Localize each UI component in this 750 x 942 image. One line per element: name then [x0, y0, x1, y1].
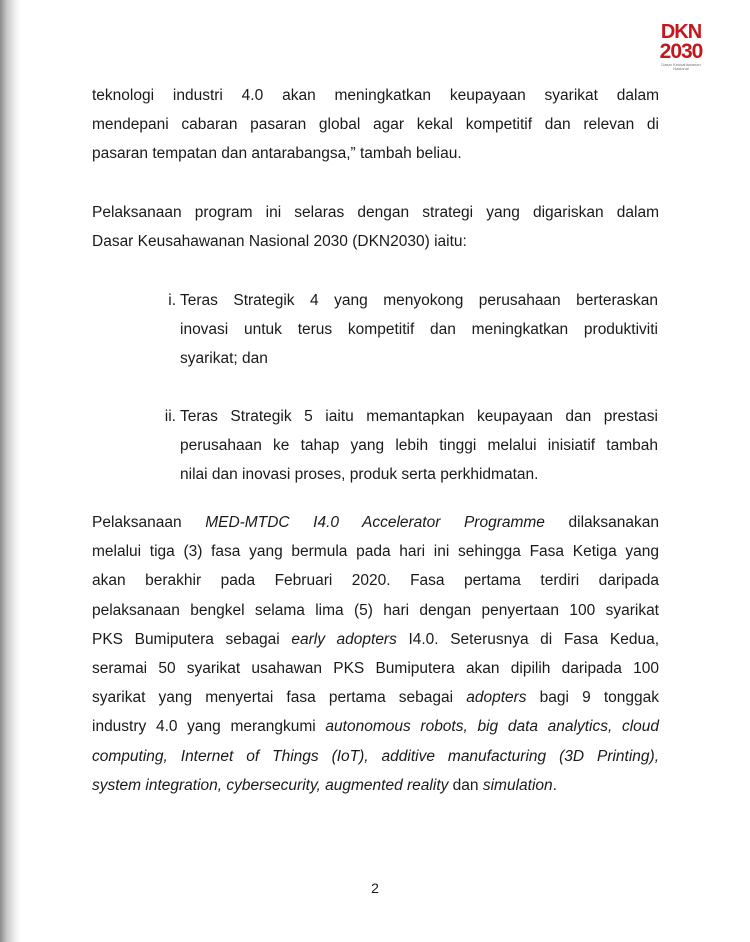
list-marker: i.: [168, 292, 176, 309]
text-run: I4.0. Seterusnya di Fasa Kedua,: [396, 630, 660, 648]
text-run: .: [552, 776, 557, 794]
italic-term: autonomous robots, big data analytics, cloud: [325, 718, 660, 736]
paragraph-line: [92, 771, 659, 800]
paragraph-line: [92, 625, 659, 654]
paragraph-line: teknologi industri 4.0 akan meningkatkan keupayaan syarikat dalam: [92, 87, 659, 104]
page-number: 2: [371, 880, 379, 896]
logo-text-dkn: DKN: [660, 21, 702, 43]
paragraph-line: pelaksanaan bengkel selama lima (5) hari dengan penyertaan 100 syarikat: [92, 601, 659, 619]
list-line: nilai dan inovasi proses, produk serta perkhidmatan.: [180, 466, 539, 484]
list-line: inovasi untuk terus kompetitif dan meningkatkan produktiviti: [180, 321, 658, 339]
list-item-body: [180, 286, 658, 374]
list-item-body: [180, 402, 658, 490]
list-line: Teras Strategik 4 yang menyokong perusahaan berteraskan: [180, 292, 658, 309]
text-run: bagi 9 tonggak: [526, 689, 659, 707]
text-run: industry 4.0 yang merangkumi: [92, 718, 326, 736]
page-edge-shadow: [0, 0, 20, 942]
paragraph-1: [92, 81, 659, 169]
list-line: perusahaan ke tahap yang lebih tinggi melalui inisiatif tambah: [180, 437, 658, 455]
paragraph-line: Pelaksanaan program ini selaras dengan strategi yang digariskan dalam: [92, 204, 659, 221]
italic-term: early adopters: [291, 630, 397, 648]
list-line: syarikat; dan: [180, 350, 268, 368]
dkn2030-logo: [655, 22, 707, 78]
list-marker: ii.: [164, 408, 176, 425]
list-line: Teras Strategik 5 iaitu memantapkan keupayaan dan prestasi: [180, 408, 658, 425]
paragraph-line: seramai 50 syarikat usahawan PKS Bumiputera akan dipilih daripada 100: [92, 660, 659, 678]
paragraph-2: [92, 198, 659, 256]
paragraph-line: Dasar Keusahawanan Nasional 2030 (DKN2030) iaitu:: [92, 233, 467, 251]
text-run: Pelaksanaan: [92, 514, 206, 531]
logo-tagline: Dasar Keusahawanan Nasional: [661, 62, 701, 71]
text-run: PKS Bumiputera sebagai: [92, 630, 292, 648]
text-run: dan: [448, 776, 483, 794]
paragraph-3: [92, 508, 659, 800]
paragraph-line: pasaran tempatan dan antarabangsa,” tambah beliau.: [92, 145, 462, 163]
italic-term: system integration, cybersecurity, augmented reality: [92, 776, 449, 794]
paragraph-line: [92, 508, 659, 537]
paragraph-line: [92, 712, 659, 741]
programme-name: MED-MTDC I4.0 Accelerator Programme: [205, 514, 545, 531]
paragraph-line: melalui tiga (3) fasa yang bermula pada hari ini sehingga Fasa Ketiga yang: [92, 543, 659, 561]
italic-term: adopters: [466, 689, 527, 707]
text-run: syarikat yang menyertai fasa pertama sebagai: [92, 689, 467, 707]
logo-text-2030: 2030: [659, 40, 703, 63]
italic-term: computing, Internet of Things (IoT), additive manufacturing (3D Printing),: [92, 747, 659, 765]
paragraph-line: [92, 683, 659, 712]
text-run: dilaksanakan: [544, 514, 659, 531]
italic-term: simulation: [482, 776, 553, 794]
paragraph-line: [92, 742, 659, 771]
paragraph-line: mendepani cabaran pasaran global agar kekal kompetitif dan relevan di: [92, 116, 659, 134]
paragraph-line: akan berakhir pada Februari 2020. Fasa pertama terdiri daripada: [92, 572, 659, 590]
